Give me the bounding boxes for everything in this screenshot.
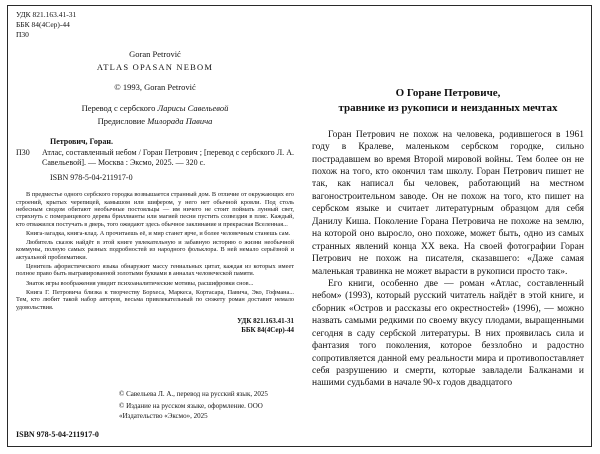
bib-entry-row [16, 148, 294, 168]
annotation-block [16, 191, 294, 310]
translation-prefix: Перевод с сербского [81, 103, 158, 114]
udk-code-bottom: УДК 821.163.41-31 [237, 316, 294, 325]
isbn-bottom: ISBN 978-5-04-211917-0 [16, 430, 99, 439]
annotation-paragraph: Книга-загадка, книга-клад. А прочитаешь её, и мир станет ярче, и более человечным станешь сам. [26, 229, 291, 237]
original-copyright: © 1993, Goran Petrović [114, 81, 196, 92]
left-imprint-page [16, 10, 294, 428]
isbn-line: ISBN 978-5-04-211917-0 [50, 173, 133, 183]
annotation-paragraph: Ценитель афористического языка обнаружит массу гениальных цитат, каждая из которых имеет полное право быть выгравированной золотыми буквами в анналах человеческой памяти. [16, 263, 294, 278]
catalog-codes-bottom [16, 317, 294, 335]
copyright-block [16, 390, 294, 424]
bibliographic-record [16, 137, 294, 183]
original-author: Goran Petrović [129, 49, 181, 60]
preface-author-name: Милорада Павича [147, 115, 213, 126]
bbk-code-bottom: ББК 84(4Сер)-44 [241, 325, 294, 334]
preface-credit [16, 116, 294, 127]
original-title: ATLAS OPASAN NEBOM [96, 61, 214, 72]
annotation-paragraph: В предместье одного сербского городка возвышается странный дом. В отличие от окружающих его строений, крытых черепицей, камышом или шифером, у него нет обычной кровли. Под столь небесным сводом обитают необычные постояльцы — им ничего не стоит поймать лунный свет, стряхнуть с померанцевого дерева бриллианты или магией песни пустить созвездия в пляс. Каждый, кто отважился постучать в дверь, того ожидают здесь обычное заклинание и прекрасная Вселенная... [16, 191, 294, 228]
bib-author-header: Петрович, Горан. [50, 137, 113, 147]
preface-paragraph: Горан Петрович не похож на человека, родившегося в 1961 году в Кралеве, маленьком сербском городке, сильно пострадавшем во время Второй мировой войны. Тем более он не похож на того, кто окончил там школу. Горан Петрович пишет не так, как написал бы человек, работающий на местном вагоностроительном заводе. Он не похож на того, кто пишет на сербском языке и считает литературным образцом для себя Данилу Киша. Поколение Горана Петровича не похоже на землю, на которой оно выросло, оно похоже, может быть, одно из самых странных явлений конца XX века. На своей фотографии Горан Петрович не похож на писателя, сказавшего: «Даже самая маленькая травинка не может вырасти в рукописи просто так». [312, 129, 584, 277]
copyright-translation-line: © Савельева Л. А., перевод на русский язык, 2025 [119, 390, 268, 398]
annotation-paragraph: Знаток игры воображения увидит психоаналитические мотивы, расшифровки снов... [26, 279, 254, 287]
translator-name: Ларисы Савельевой [157, 103, 229, 114]
translation-credit [16, 103, 294, 114]
annotation-paragraph: Книга Г. Петровича близка к творчеству Борхеса, Маркеса, Кортасара, Павича, Эко, Гофмана... Тем, кто любит такой набор авторов, весьма привлекательный по сюжету роман доставит немало удовольствия. [16, 288, 294, 311]
annotation-paragraph: Любитель сказок найдёт в этой книге увлекательную и забавную историю о жизни необычной коммуны, полную самых разных подробностей из народного фольклора. В ней немало серьёзной и актуальной проблематики. [16, 239, 294, 261]
bbk-code: ББК 84(4Сер)-44 [16, 19, 70, 29]
original-title-block [16, 49, 294, 126]
preface-title-line2: травнике из рукописи и неизданных мечтах [338, 101, 558, 114]
bib-entry-text: Атлас, составленный небом / Горан Петрович ; [перевод с сербского Л. А. Савельевой]. — Москва : Эксмо, 2025. — 320 с. [42, 148, 294, 168]
author-sign-code: П30 [16, 29, 29, 39]
catalog-codes-top [16, 10, 294, 39]
preface-paragraph: Его книги, особенно две — роман «Атлас, составленный небом» (1993), который русский читатель найдёт в этой книге, и сборник «Остров и рассказы его окрестностей» (1996), — можно назвать самыми редкими по своему вкусу плодами, выращенными сегодня в саду сербской литературы. В них проявилась сила и фантазия того поколения, которое беззлобно и радостно сопротивляется данной ему реальности мира и противопоставляет себя разрушению и смерти, которые завладели Балканами и нашими судьбами в начале 90-х годов двадцатого [312, 278, 584, 389]
bib-author-sign: П30 [16, 148, 30, 158]
copyright-publisher-line: © Издание на русском языке, оформление. ООО «Издательство «Эксмо», 2025 [119, 402, 263, 420]
right-preface-page [312, 86, 584, 442]
preface-title [312, 86, 584, 116]
preface-title-line1: О Горане Петровиче, [395, 87, 501, 99]
preface-body [312, 129, 584, 390]
preface-prefix: Предисловие [97, 115, 148, 126]
udk-code: УДК 821.163.41-31 [16, 10, 77, 19]
copyright-lines [119, 390, 294, 421]
